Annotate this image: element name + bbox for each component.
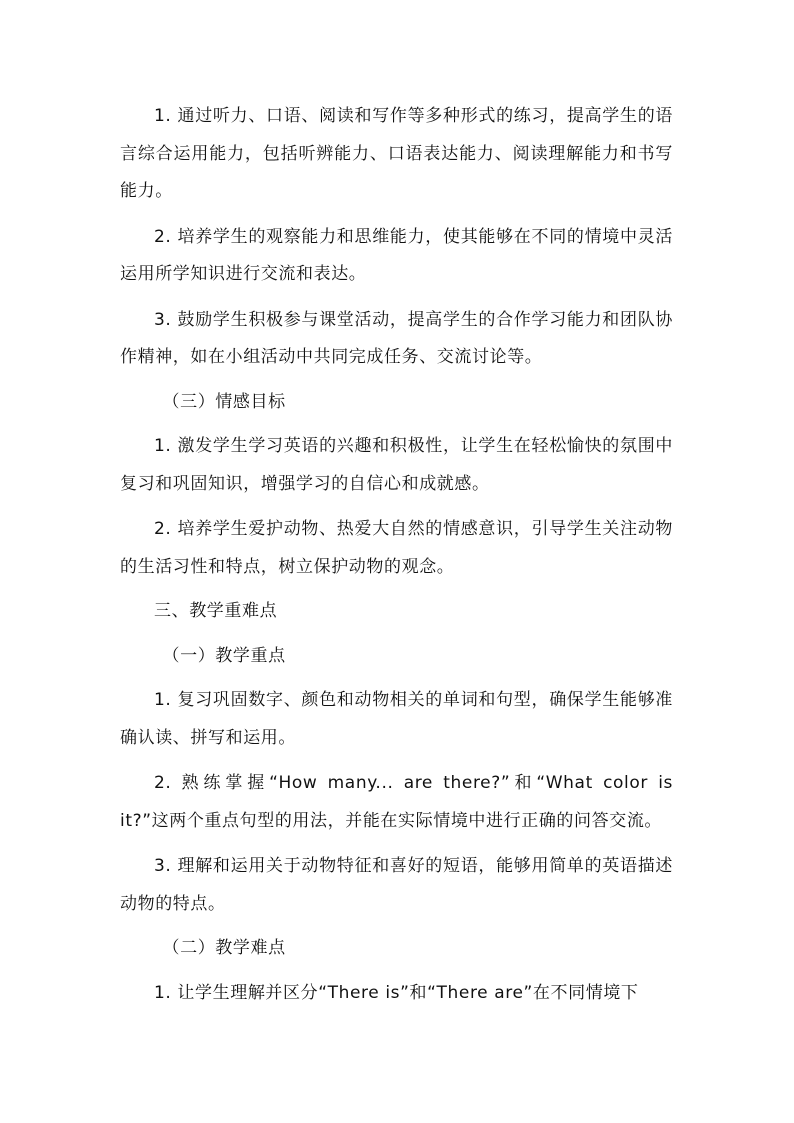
paragraph-key-3: 3. 理解和运用关于动物特征和喜好的短语，能够用简单的英语描述动物的特点。 [120, 856, 673, 914]
paragraph-difficulty-1: 1. 让学生理解并区分“There is”和“There are”在不同情境下 [154, 982, 639, 1003]
document-page [120, 98, 673, 1012]
paragraph-key-2: 2. 熟练掌握“How many... are there?”和“What color is it?”这两个重点句型的用法，并能在实际情境中进行正确的问答交流。 [120, 773, 673, 831]
section-heading-key-points: 三、教学重难点 [154, 601, 278, 621]
paragraph-skill-3: 3. 鼓励学生积极参与课堂活动，提高学生的合作学习能力和团队协作精神，如在小组活动中共同完成任务、交流讨论等。 [120, 309, 673, 367]
paragraph-skill-2: 2. 培养学生的观察能力和思维能力，使其能够在不同的情境中灵活运用所学知识进行交流和表达。 [120, 226, 673, 284]
paragraph-emotion-1: 1. 激发学生学习英语的兴趣和积极性，让学生在轻松愉快的氛围中复习和巩固知识，增强学习的自信心和成就感。 [120, 436, 673, 494]
paragraph-emotion-2: 2. 培养学生爱护动物、热爱大自然的情感意识，引导学生关注动物的生活习性和特点，树立保护动物的观念。 [120, 519, 673, 577]
paragraph-key-1: 1. 复习巩固数字、颜色和动物相关的单词和句型，确保学生能够准确认读、拼写和运用。 [120, 690, 673, 748]
paragraph-skill-1: 1. 通过听力、口语、阅读和写作等多种形式的练习，提高学生的语言综合运用能力，包括听辨能力、口语表达能力、阅读理解能力和书写能力。 [120, 106, 673, 201]
subheading-difficulties: （二）教学难点 [162, 938, 286, 958]
subheading-emotion-goals: （三）情感目标 [162, 391, 286, 412]
subheading-key-points: （一）教学重点 [162, 645, 286, 666]
